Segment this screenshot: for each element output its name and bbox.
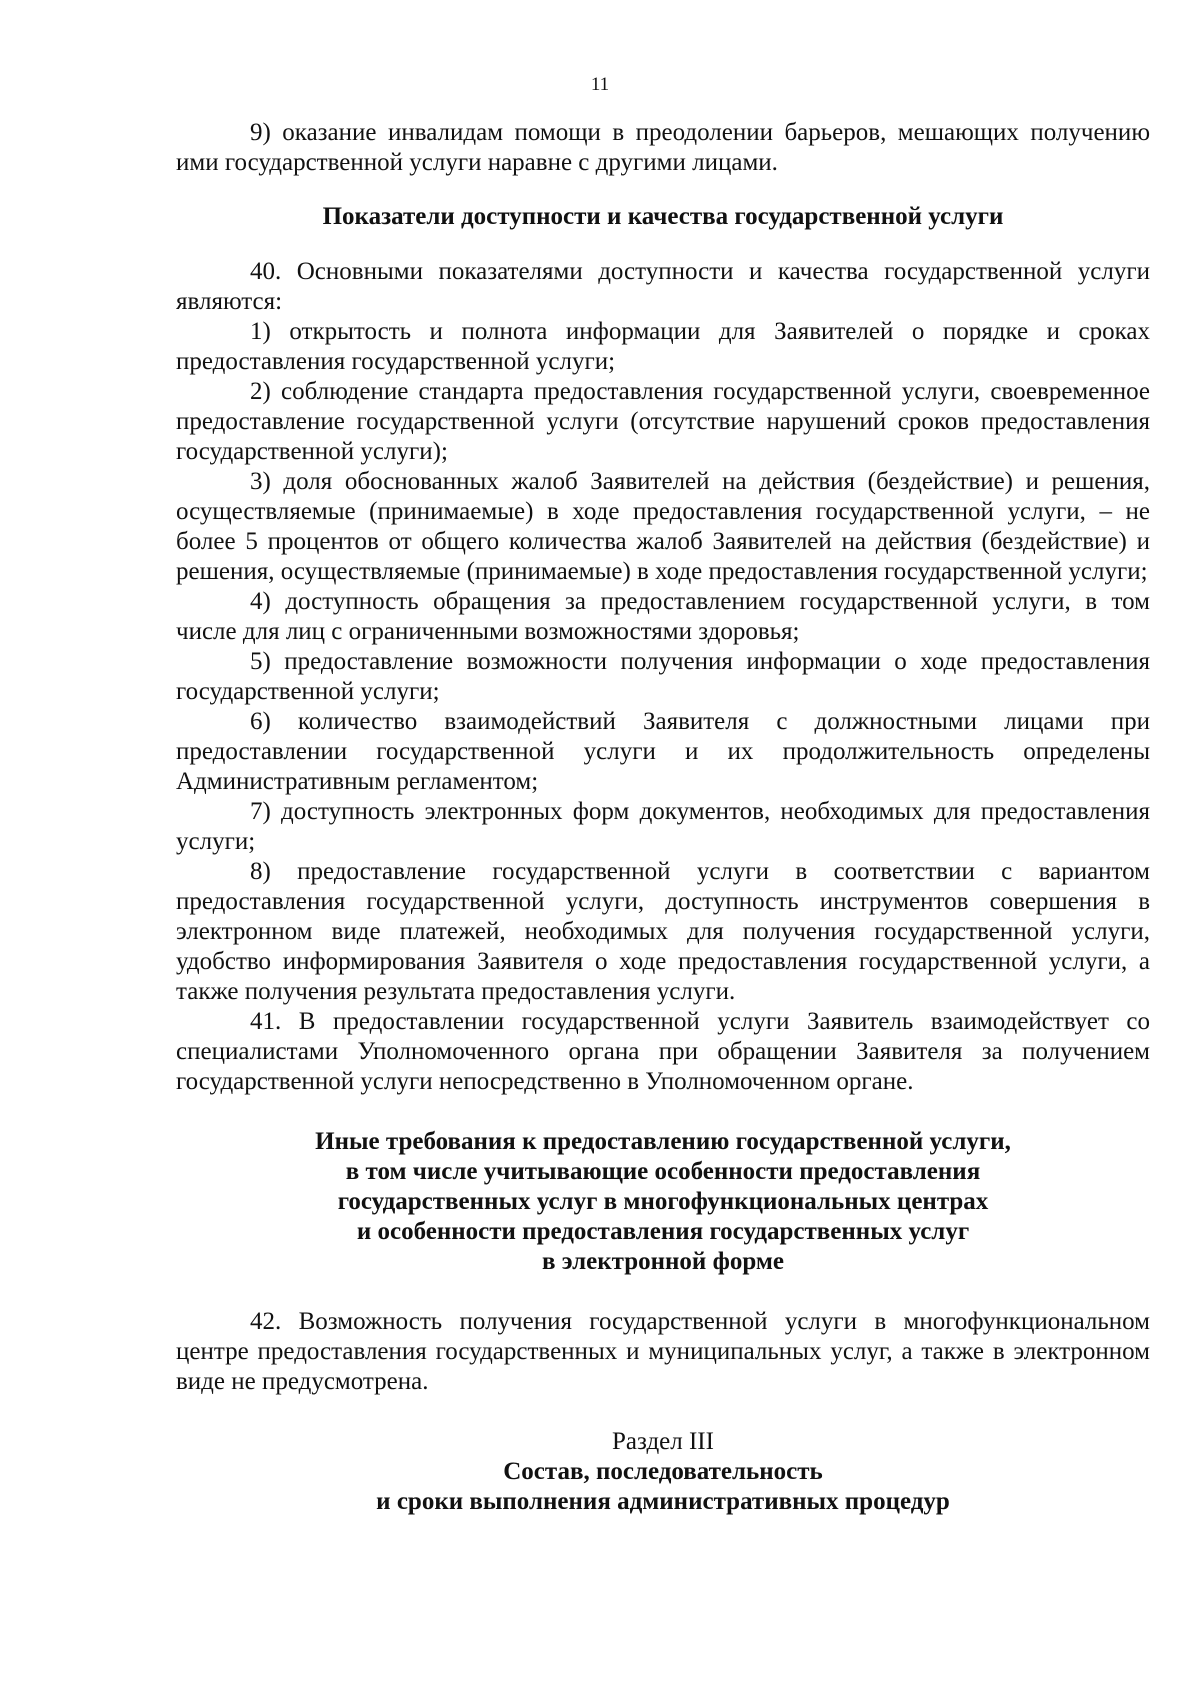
paragraph-40-item-3: 3) доля обоснованных жалоб Заявителей на действия (бездействие) и решения, осуществляемые (принимаемые) в ходе предоставления государственной услуги, – не более 5 процентов от общего количества жалоб Заявителей на действия (бездействие) и решения, осуществляемые (принимаемые) в ходе предоставления государственной услуги; — [176, 468, 1150, 585]
heading-accessibility-quality: Показатели доступности и качества государственной услуги — [322, 203, 1004, 230]
paragraph-42: 42. Возможность получения государственной услуги в многофункциональном центре предоставления государственных и муниципальных услуг, а также в электронном виде не предусмотрена. — [176, 1308, 1150, 1395]
heading-line: Иные требования к предоставлению государственной услуги, — [315, 1128, 1011, 1155]
paragraph-40-item-7: 7) доступность электронных форм документов, необходимых для предоставления услуги; — [176, 798, 1150, 855]
heading-line: в том числе учитывающие особенности предоставления — [345, 1158, 981, 1185]
paragraph-40-item-5: 5) предоставление возможности получения информации о ходе предоставления государственной услуги; — [176, 648, 1150, 705]
heading-line: государственных услуг в многофункциональных центрах — [337, 1188, 989, 1215]
section-title-line: и сроки выполнения административных процедур — [376, 1488, 950, 1515]
paragraph-item-9: 9) оказание инвалидам помощи в преодолении барьеров, мешающих получению ими государственной услуги наравне с другими лицами. — [176, 119, 1150, 176]
heading-line: и особенности предоставления государственных услуг — [356, 1218, 970, 1245]
heading-other-requirements — [176, 1127, 1150, 1277]
paragraph-40-item-8: 8) предоставление государственной услуги в соответствии с вариантом предоставления государственной услуги, доступность инструментов совершения в электронном виде платежей, необходимых для получения государственной услуги, удобство информирования Заявителя о ходе предоставления государственной услуги, а также получения результата предоставления услуги. — [176, 858, 1150, 1005]
paragraph-41: 41. В предоставлении государственной услуги Заявитель взаимодействует со специалистами Уполномоченного органа при обращении Заявителя за получением государственной услуги непосредственно в Уполномоченном органе. — [176, 1008, 1150, 1095]
section-label: Раздел III — [612, 1428, 714, 1455]
section-heading-iii — [176, 1427, 1150, 1517]
paragraph-40-item-4: 4) доступность обращения за предоставлением государственной услуги, в том числе для лиц с ограниченными возможностями здоровья; — [176, 588, 1150, 645]
paragraph-40-item-6: 6) количество взаимодействий Заявителя с должностными лицами при предоставлении государственной услуги и их продолжительность определены Административным регламентом; — [176, 708, 1150, 795]
section-accessibility-quality — [176, 257, 1150, 1097]
heading-line: в электронной форме — [541, 1248, 785, 1275]
paragraph-40-item-2: 2) соблюдение стандарта предоставления государственной услуги, своевременное предоставление государственной услуги (отсутствие нарушений сроков предоставления государственной услуги); — [176, 378, 1150, 465]
paragraph-40-item-1: 1) открытость и полнота информации для Заявителей о порядке и сроках предоставления государственной услуги; — [176, 318, 1150, 375]
section-title-line: Состав, последовательность — [503, 1458, 823, 1485]
document-body — [176, 118, 1150, 1517]
page-number: 11 — [590, 74, 610, 95]
section-other-requirements — [176, 1307, 1150, 1397]
paragraph-40: 40. Основными показателями доступности и качества государственной услуги являются: — [176, 258, 1150, 315]
